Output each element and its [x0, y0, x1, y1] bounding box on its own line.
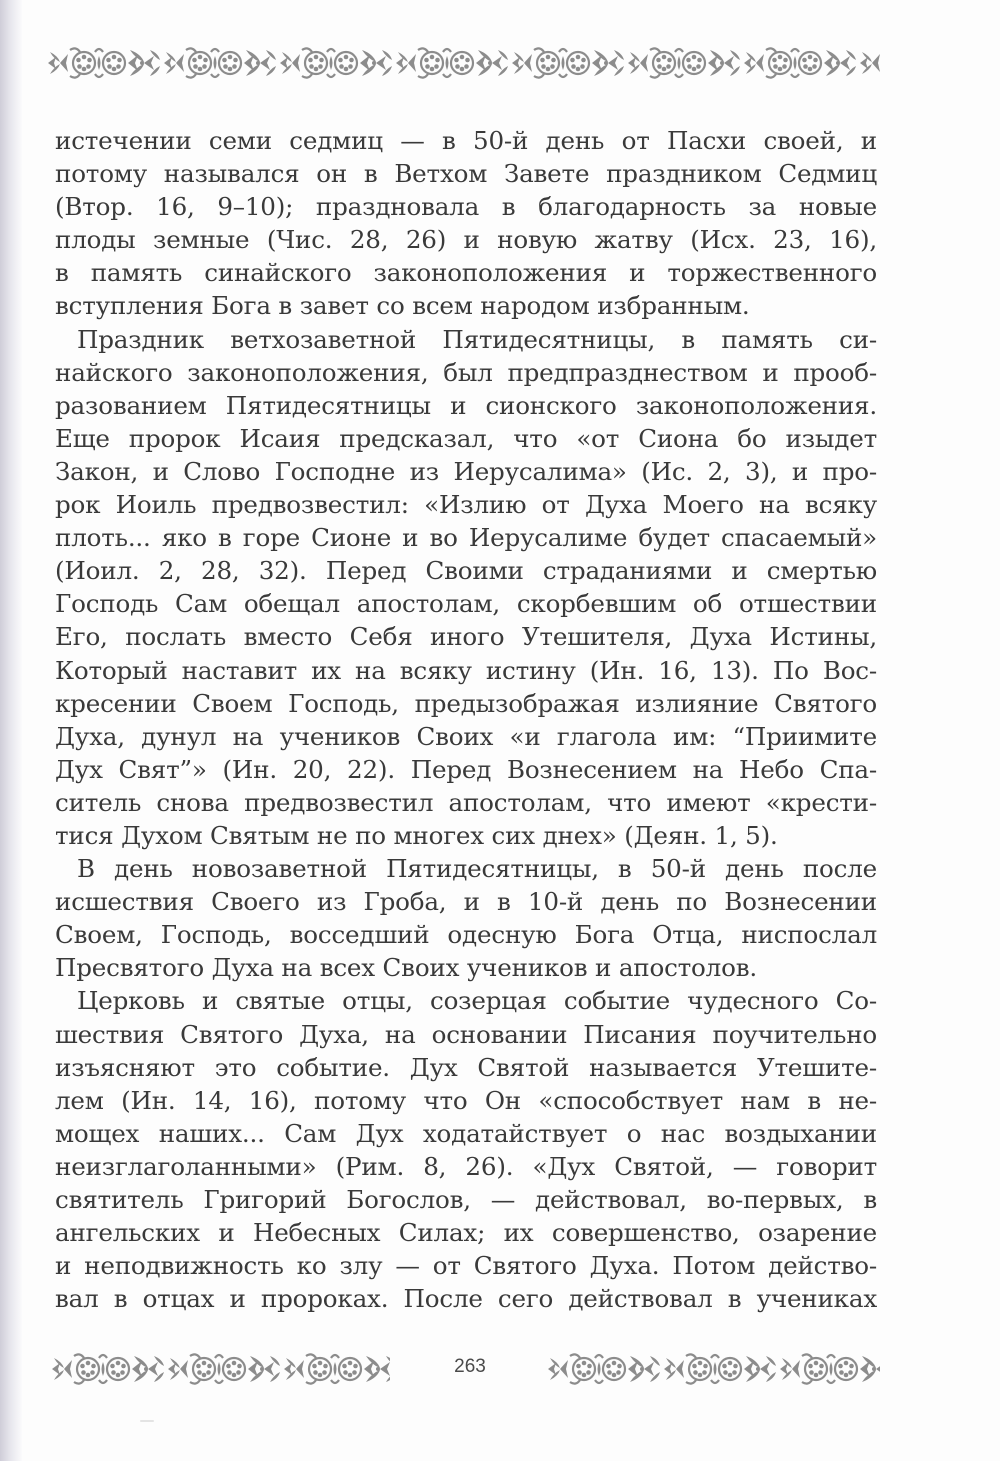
text-line: (Иоил. 2, 28, 32). Перед Своими страданиями и смертью [55, 556, 877, 586]
text-line: неизглаголанными» (Рим. 8, 26). «Дух Святой, — говорит [55, 1151, 877, 1181]
text-line: найского законоположения, был предпразднеством и прооб- [55, 357, 877, 387]
text-line: тися Духом Святым не по многех сих днех» (Деян. 1, 5). [55, 820, 778, 850]
text-line: вступления Бога в завет со всем народом избранным. [55, 291, 750, 321]
text-line: Церковь и святые отцы, созерцая событие чудесного Со- [77, 986, 877, 1016]
page-gutter-shadow [0, 0, 22, 1461]
text-line: плоды земные (Чис. 28, 26) и новую жатву (Исх. 23, 16), [55, 225, 877, 255]
text-line: лем (Ин. 14, 16), потому что Он «способствует нам в не- [55, 1085, 877, 1115]
text-line: ангельских и Небесных Силах; их совершенство, озарение [55, 1218, 877, 1248]
text-line: Господь Сам обещал апостолам, скорбевшим об отшествии [55, 589, 877, 619]
page-text [55, 124, 877, 1315]
text-line: и неподвижность ко злу — от Святого Духа. Потом действо- [55, 1251, 877, 1281]
paper-speck [140, 1420, 154, 1422]
text-line: В день новозаветной Пятидесятницы, в 50-й день после [77, 854, 877, 884]
text-line: разованием Пятидесятницы и сионского законоположения. [55, 390, 877, 420]
text-line: Духа, дунул на учеников Своих «и глагола им: “Приимите [55, 721, 877, 751]
text-line: истечении семи седмиц — в 50-й день от Пасхи своей, и [55, 126, 877, 155]
page-number: 263 [454, 1356, 486, 1377]
text-line: святитель Григорий Богослов, — действовал, во-первых, в [55, 1185, 877, 1214]
text-line: вал в отцах и пророках. После сего действовал в учениках [55, 1284, 877, 1314]
text-line: изъясняют это событие. Дух Святой называется Утешите- [55, 1052, 877, 1082]
ornament-border-top [46, 44, 880, 82]
text-line: исшествия Своего из Гроба, и в 10-й день по Вознесении [55, 887, 877, 917]
text-line: потому назывался он в Ветхом Завете праздником Седмиц [55, 159, 877, 189]
text-line: Еще пророк Исаия предсказал, что «от Сиона бо изыдет [55, 423, 877, 453]
text-line: мощех наших... Сам Дух ходатайствует о нас воздыхании [55, 1118, 877, 1148]
text-line: ситель снова предвозвестил апостолам, что имеют «крести- [55, 787, 877, 817]
text-line: кресении Своем Господь, предызображая излияние Святого [55, 688, 877, 718]
ornament-border-bottom-left [50, 1350, 390, 1388]
text-line: Пресвятого Духа на всех Своих учеников и апостолов. [55, 953, 757, 983]
text-line: Закон, и Слово Господне из Иерусалима» (Ис. 2, 3), и про- [55, 456, 877, 486]
text-line: (Втор. 16, 9–10); праздновала в благодарность за новые [55, 192, 877, 222]
text-line: Своем, Господь, восседший одесную Бога Отца, ниспослал [55, 920, 877, 950]
text-line: Его, послать вместо Себя иного Утешителя, Духа Истины, [55, 622, 877, 652]
text-line: шествия Святого Духа, на основании Писания поучительно [55, 1019, 877, 1049]
text-line: в память синайского законоположения и торжественного [55, 258, 877, 288]
ornament-border-bottom-right [546, 1350, 880, 1388]
text-line: Праздник ветхозаветной Пятидесятницы, в память си- [77, 324, 877, 354]
text-line: Дух Свят”» (Ин. 20, 22). Перед Вознесением на Небо Спа- [55, 754, 877, 784]
text-line: рок Иоиль предвозвестил: «Излию от Духа Моего на всяку [55, 490, 877, 520]
text-line: плоть... яко в горе Сионе и во Иерусалиме будет спасаемый» [55, 523, 877, 553]
text-line: Который наставит их на всяку истину (Ин. 16, 13). По Вос- [55, 655, 877, 685]
